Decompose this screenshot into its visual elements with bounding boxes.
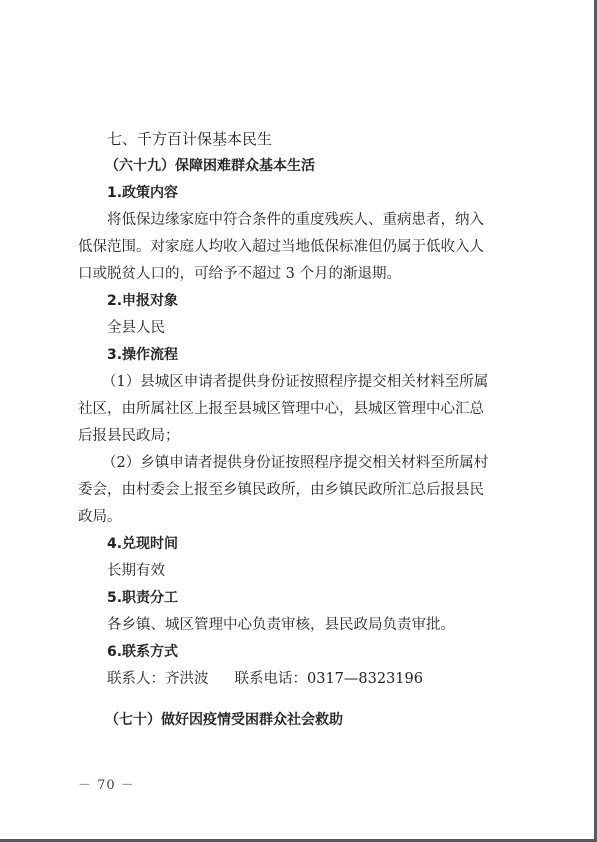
- subsection-title: （六十九）保障困难群众基本生活: [105, 158, 315, 174]
- timing-line: 长期有效: [107, 563, 165, 579]
- responsibility-line: 各乡镇、城区管理中心负责审核，县民政局负责审批。: [107, 617, 455, 633]
- procedure-line: 政局。: [78, 509, 122, 525]
- policy-line: 口或脱贫人口的，可给予不超过 3 个月的渐退期。: [78, 266, 401, 282]
- contact-line: [78, 666, 528, 693]
- procedure-line: 委会，由村委会上报至乡镇民政所，由乡镇民政所汇总后报县民: [78, 482, 484, 498]
- item-heading-policy: 1.政策内容: [107, 185, 179, 201]
- item-heading-contact: 6.联系方式: [107, 644, 179, 660]
- policy-line: 低保范围。对家庭人均收入超过当地低保标准但仍属于低收入人: [78, 239, 484, 255]
- applicants-line: 全县人民: [107, 320, 165, 336]
- document-body: [78, 126, 528, 734]
- item-heading-timing: 4.兑现时间: [107, 536, 179, 552]
- procedure-line: （2）乡镇申请者提供身份证按照程序提交相关材料至所属村: [102, 455, 489, 471]
- page-number: － 70 －: [78, 778, 135, 793]
- policy-line: 将低保边缘家庭中符合条件的重度残疾人、重病患者，纳入: [107, 212, 484, 228]
- procedure-line: （1）县城区申请者提供身份证按照程序提交相关材料至所属: [102, 374, 489, 390]
- item-heading-responsibility: 5.职责分工: [107, 590, 179, 606]
- item-heading-procedure: 3.操作流程: [107, 347, 179, 363]
- contact-person: 联系人：齐洪波: [107, 671, 209, 687]
- procedure-line: 社区，由所属社区上报至县城区管理中心，县城区管理中心汇总: [78, 401, 484, 417]
- procedure-line: 后报县民政局；: [78, 428, 180, 444]
- item-heading-applicants: 2.申报对象: [107, 293, 179, 309]
- section-title: 七、千方百计保基本民生: [107, 130, 273, 148]
- next-subsection-title: （七十）做好因疫情受困群众社会救助: [105, 712, 343, 728]
- contact-phone: 联系电话：0317—8323196: [234, 671, 423, 687]
